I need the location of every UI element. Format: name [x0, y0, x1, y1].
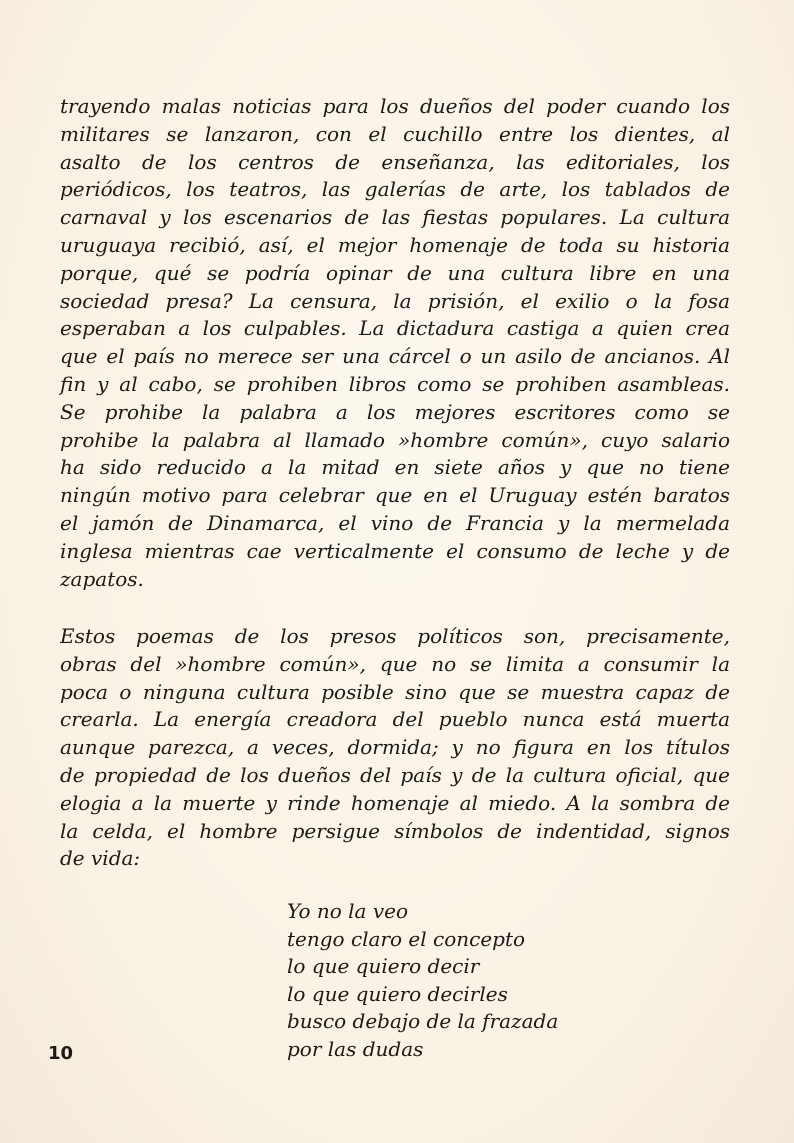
paragraph-line: periódicos, los teatros, las galerías de arte, los tablados de	[60, 177, 730, 202]
paragraph-line: uruguaya recibió, así, el mejor homenaje de toda su historia	[60, 232, 730, 257]
paragraph-line: crearla. La energía creadora del pueblo nunca está muerta	[60, 707, 730, 732]
poem-line: lo que quiero decirles	[287, 981, 508, 1006]
paragraph-2	[60, 623, 730, 873]
paragraph-line: esperaban a los culpables. La dictadura castiga a quien crea	[60, 316, 730, 341]
paragraph-1	[60, 93, 730, 593]
paragraph-line: trayendo malas noticias para los dueños del poder cuando los	[60, 94, 730, 118]
paragraph-line: carnaval y los escenarios de las fiestas populares. La cultura	[60, 205, 730, 230]
paragraph-line: Estos poemas de los presos políticos son, precisamente,	[60, 624, 730, 648]
paragraph-line: ha sido reducido a la mitad en siete años y que no tiene	[60, 455, 730, 480]
paragraph-line: elogia a la muerte y rinde homenaje al miedo. A la sombra de	[60, 790, 730, 815]
paragraph-line: sociedad presa? La censura, la prisión, el exilio o la fosa	[60, 288, 730, 313]
poem-line: busco debajo de la frazada	[287, 1009, 559, 1034]
paragraph-line: aunque parezca, a veces, dormida; y no figura en los títulos	[60, 735, 730, 760]
paragraph-line: prohibe la palabra al llamado »hombre común», cuyo salario	[60, 427, 730, 452]
paragraph-line: ningún motivo para celebrar que en el Uruguay estén baratos	[60, 483, 730, 508]
page-number: 10	[48, 1043, 74, 1064]
paragraph-line: inglesa mientras cae verticalmente el consumo de leche y de	[60, 538, 730, 563]
paragraph-line: la celda, el hombre persigue símbolos de indentidad, signos	[60, 818, 730, 843]
paragraph-line: el jamón de Dinamarca, el vino de Francia y la mermelada	[60, 510, 730, 535]
poem-line: Yo no la veo	[287, 899, 408, 923]
paragraph-line: militares se lanzaron, con el cuchillo entre los dientes, al	[60, 121, 730, 146]
paragraph-line: porque, qué se podría opinar de una cultura libre en una	[60, 260, 730, 285]
paragraph-line: obras del »hombre común», que no se limita a consumir la	[60, 651, 730, 676]
poem-line: lo que quiero decir	[287, 954, 480, 979]
paragraph-line: asalto de los centros de enseñanza, las editoriales, los	[60, 149, 730, 174]
paragraph-line: Se prohibe la palabra a los mejores escritores como se	[60, 399, 730, 424]
poem-line: por las dudas	[287, 1036, 424, 1061]
poem-line: tengo claro el concepto	[287, 926, 526, 951]
paragraph-line: fin y al cabo, se prohiben libros como se prohiben asambleas.	[60, 371, 730, 396]
paragraph-line: de propiedad de los dueños del país y de la cultura oficial, que	[60, 762, 730, 787]
paragraph-line: de vida:	[60, 846, 141, 871]
poem-excerpt	[287, 898, 607, 1064]
paragraph-line: poca o ninguna cultura posible sino que se muestra capaz de	[60, 679, 730, 704]
paragraph-line: que el país no merece ser una cárcel o un asilo de ancianos. Al	[60, 344, 730, 369]
paragraph-line: zapatos.	[60, 566, 144, 591]
